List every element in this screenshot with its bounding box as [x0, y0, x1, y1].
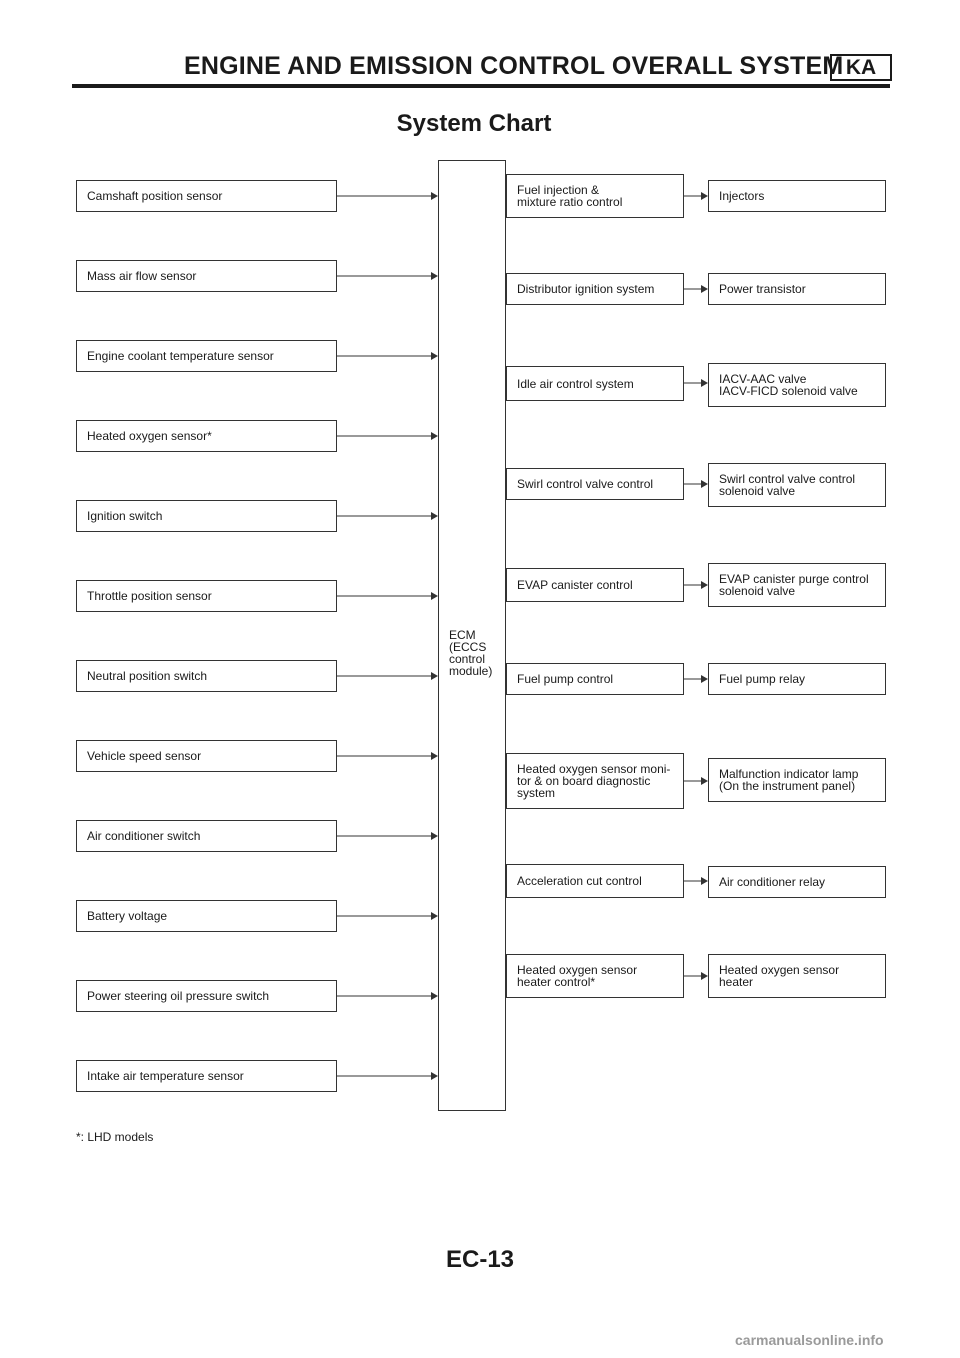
- control-function-box: EVAP canister control: [506, 568, 684, 602]
- input-arrow: [337, 352, 438, 360]
- input-arrow: [337, 672, 438, 680]
- page-number: EC-13: [445, 1246, 515, 1273]
- actuator-box: Malfunction indicator lamp (On the instrument panel): [708, 758, 886, 802]
- control-function-box: Heated oxygen sensor heater control*: [506, 954, 684, 998]
- input-arrow: [337, 752, 438, 760]
- output-arrow: [684, 877, 708, 885]
- ecm-block: [438, 160, 506, 1111]
- input-box-intake-air-temperature-sensor: Intake air temperature sensor: [76, 1060, 337, 1092]
- actuator-box: Heated oxygen sensor heater: [708, 954, 886, 998]
- output-arrow: [684, 285, 708, 293]
- actuator-box: Injectors: [708, 180, 886, 212]
- output-arrow: [684, 379, 708, 387]
- input-arrow: [337, 592, 438, 600]
- actuator-box: Swirl control valve control solenoid valve: [708, 463, 886, 507]
- header-title: ENGINE AND EMISSION CONTROL OVERALL SYSTEM: [184, 52, 844, 80]
- input-arrow: [337, 912, 438, 920]
- ecm-label: ECM (ECCS control module): [449, 628, 493, 678]
- input-box-camshaft-position-sensor: Camshaft position sensor: [76, 180, 337, 212]
- control-function-box: Acceleration cut control: [506, 864, 684, 898]
- input-arrow: [337, 832, 438, 840]
- input-box-ignition-switch: Ignition switch: [76, 500, 337, 532]
- actuator-box: Air conditioner relay: [708, 866, 886, 898]
- input-box-heated-oxygen-sensor: Heated oxygen sensor*: [76, 420, 337, 452]
- input-box-vehicle-speed-sensor: Vehicle speed sensor: [76, 740, 337, 772]
- input-box-neutral-position-switch: Neutral position switch: [76, 660, 337, 692]
- actuator-box: Power transistor: [708, 273, 886, 305]
- control-function-box: Fuel pump control: [506, 663, 684, 695]
- output-arrow: [684, 972, 708, 980]
- input-box-engine-coolant-temperature-sensor: Engine coolant temperature sensor: [76, 340, 337, 372]
- output-arrow: [684, 777, 708, 785]
- output-arrow: [684, 675, 708, 683]
- footnote: *: LHD models: [76, 1130, 154, 1144]
- input-arrow: [337, 512, 438, 520]
- input-arrow: [337, 272, 438, 280]
- actuator-box: IACV-AAC valve IACV-FICD solenoid valve: [708, 363, 886, 407]
- input-box-air-conditioner-switch: Air conditioner switch: [76, 820, 337, 852]
- output-arrow: [684, 581, 708, 589]
- control-function-box: Distributor ignition system: [506, 273, 684, 305]
- control-function-box: Swirl control valve control: [506, 468, 684, 500]
- input-arrow: [337, 432, 438, 440]
- control-function-box: Heated oxygen sensor moni- tor & on board diagnostic system: [506, 753, 684, 809]
- input-box-throttle-position-sensor: Throttle position sensor: [76, 580, 337, 612]
- chart-title: System Chart: [396, 110, 552, 137]
- input-box-mass-air-flow-sensor: Mass air flow sensor: [76, 260, 337, 292]
- input-box-power-steering-oil-pressure-switch: Power steering oil pressure switch: [76, 980, 337, 1012]
- watermark-text: carmanualsonline.info: [735, 1332, 884, 1348]
- actuator-box: Fuel pump relay: [708, 663, 886, 695]
- control-function-box: Fuel injection & mixture ratio control: [506, 174, 684, 218]
- output-arrow: [684, 192, 708, 200]
- model-badge: KA: [830, 54, 892, 81]
- control-function-box: Idle air control system: [506, 366, 684, 401]
- input-arrow: [337, 1072, 438, 1080]
- output-arrow: [684, 480, 708, 488]
- input-arrow: [337, 192, 438, 200]
- actuator-box: EVAP canister purge control solenoid valve: [708, 563, 886, 607]
- input-box-battery-voltage: Battery voltage: [76, 900, 337, 932]
- input-arrow: [337, 992, 438, 1000]
